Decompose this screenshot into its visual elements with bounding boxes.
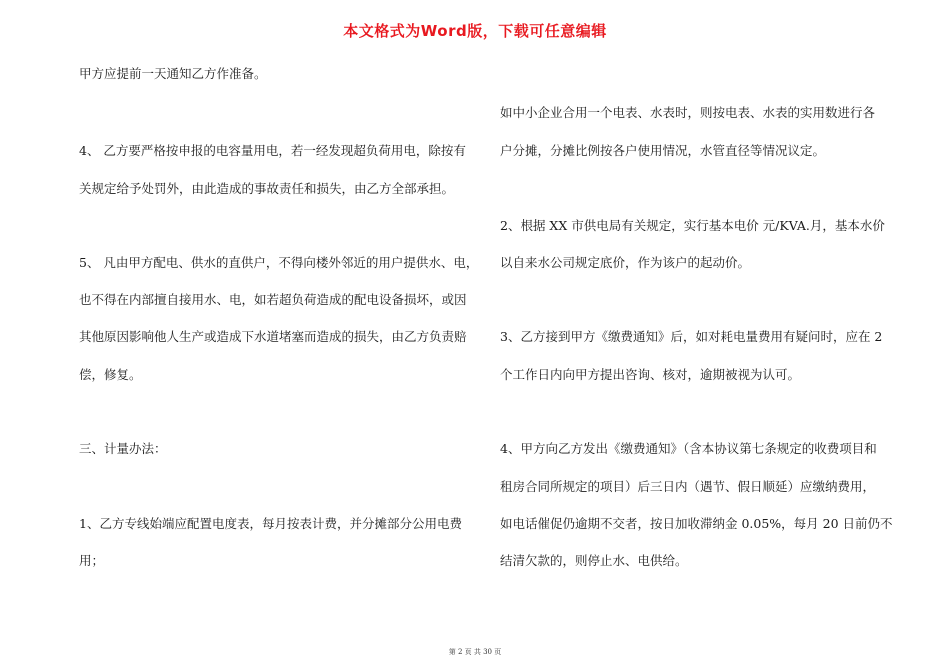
text-line: 租房合同所规定的项目）后三日内（遇节、假日顺延）应缴纳费用，	[500, 479, 876, 494]
section-heading: 三、计量办法：	[79, 441, 167, 456]
text-line: 5、 凡由甲方配电、供水的直供户，不得向楼外邻近的用户提供水、电，	[79, 255, 479, 270]
text-line: 如电话催促仍逾期不交者，按日加收滞纳金 0.05%，每月 20 日前仍不	[500, 516, 893, 531]
text-line: 1、乙方专线始端应配置电度表，每月按表计费，并分摊部分公用电费	[79, 516, 462, 531]
text-line: 以自来水公司规定底价，作为该户的起动价。	[500, 255, 751, 270]
text-line: 个工作日内向甲方提出咨询、核对，逾期被视为认可。	[500, 367, 801, 382]
text-line: 户分摊，分摊比例按各户使用情况，水管直径等情况议定。	[500, 143, 826, 158]
text-line: 3、乙方接到甲方《缴费通知》后，如对耗电量费用有疑问时，应在 2	[500, 329, 883, 344]
page-number: 第 2 页 共 30 页	[448, 648, 502, 656]
text-line: 4、甲方向乙方发出《缴费通知》（含本协议第七条规定的收费项目和	[500, 441, 877, 456]
text-line: 2、根据 XX 市供电局有关规定，实行基本电价 元/KVA.月，基本水价	[500, 218, 885, 233]
text-line: 关规定给予处罚外，由此造成的事故责任和损失，由乙方全部承担。	[79, 181, 455, 196]
text-line: 也不得在内部擅自接用水、电，如若超负荷造成的配电设备损坏，或因	[79, 292, 467, 307]
text-line: 其他原因影响他人生产或造成下水道堵塞而造成的损失，由乙方负责赔	[79, 329, 467, 344]
word-format-banner: 本文格式为Word版，下载可任意编辑	[343, 22, 607, 40]
text-line: 用；	[79, 553, 105, 568]
text-line: 结清欠款的，则停止水、电供给。	[500, 553, 688, 568]
text-line: 4、 乙方要严格按申报的电容量用电，若一经发现超负荷用电，除按有	[79, 143, 466, 158]
text-line: 偿，修复。	[79, 367, 142, 382]
text-line: 甲方应提前一天通知乙方作准备。	[79, 66, 267, 81]
text-line: 如中小企业合用一个电表、水表时，则按电表、水表的实用数进行各	[500, 105, 876, 120]
